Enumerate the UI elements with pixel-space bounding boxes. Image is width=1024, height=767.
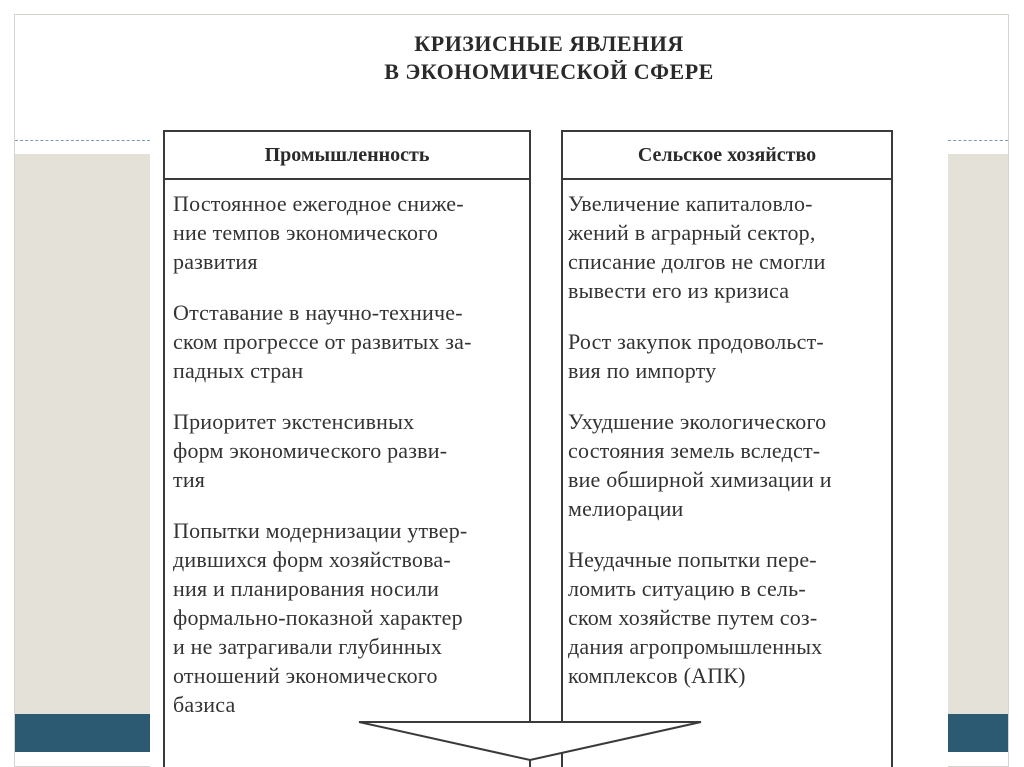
agriculture-header: Сельское хозяйство <box>563 130 891 180</box>
agriculture-item-2: Рост закупок продовольст- вия по импорту <box>568 329 824 383</box>
left-side-panel <box>15 154 150 714</box>
agriculture-column <box>561 130 893 767</box>
right-dashed-divider <box>948 140 1008 141</box>
industry-item-4: Попытки модернизации утвер- дившихся форм хозяйствова- ния и планирования носили формально-показной характер и не затрагивали глубинных отношений экономического базиса <box>173 518 468 717</box>
right-footer-bar <box>948 714 1008 752</box>
agriculture-item-3: Ухудшение экологического состояния земель вследст- вие обширной химизации и мелиорации <box>568 409 832 521</box>
agriculture-item-1: Увеличение капиталовло- жений в аграрный сектор, списание долгов не смогли вывести его из кризиса <box>568 191 826 303</box>
left-footer-bar <box>15 714 150 752</box>
industry-header: Промышленность <box>165 130 529 180</box>
down-arrow-icon <box>355 718 705 763</box>
industry-item-2: Отставание в научно-техниче- ском прогрессе от развитых за- падных стран <box>173 300 472 383</box>
industry-column <box>163 130 531 767</box>
industry-item-1: Постоянное ежегодное сниже- ние темпов экономического развития <box>173 191 464 274</box>
left-dashed-divider <box>15 140 150 141</box>
title-line-2: В ЭКОНОМИЧЕСКОЙ СФЕРЕ <box>384 59 714 84</box>
right-side-panel <box>948 154 1008 714</box>
industry-item-3: Приоритет экстенсивных форм экономического разви- тия <box>173 409 448 492</box>
title-line-1: КРИЗИСНЫЕ ЯВЛЕНИЯ <box>414 31 684 56</box>
page-title <box>150 30 948 86</box>
agriculture-item-4: Неудачные попытки пере- ломить ситуацию в сель- ском хозяйстве путем соз- дания агропромышленных комплексов (АПК) <box>568 547 823 688</box>
